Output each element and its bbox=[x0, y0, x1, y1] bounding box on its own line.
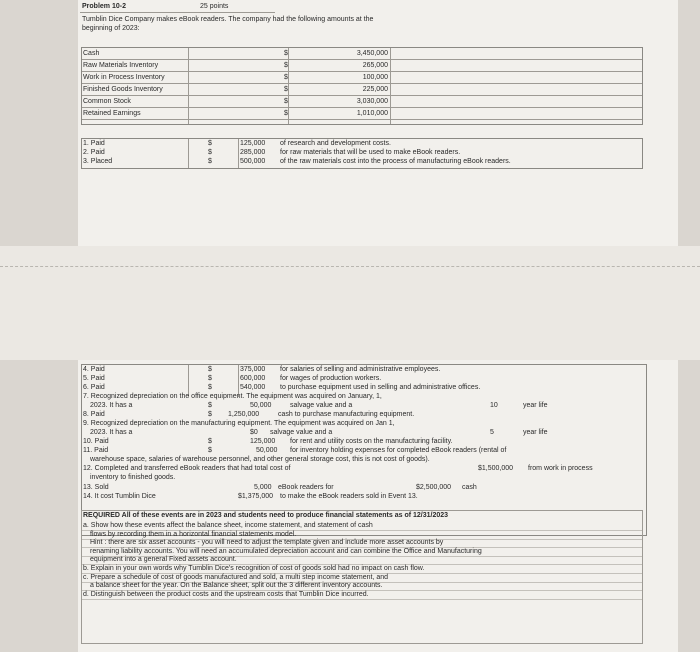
event-10-label: 10. Paid bbox=[83, 438, 109, 445]
event-6-label: 6. Paid bbox=[83, 384, 105, 391]
problem-intro-line1: Tumblin Dice Company makes eBook readers. The company had the following amounts at the bbox=[82, 16, 374, 23]
event-9-salvage: $0 bbox=[250, 429, 258, 436]
event-4-amount: 375,000 bbox=[240, 366, 266, 373]
event-14-amount: $1,375,000 bbox=[238, 493, 274, 500]
required-heading: REQUIRED All of these events are in 2023 and students need to produce financial statements as of 12/31/2023 bbox=[83, 512, 449, 519]
event-13-tail: cash bbox=[462, 484, 477, 491]
event-12-tail: from work in process bbox=[528, 465, 593, 472]
problem-intro-line2: beginning of 2023: bbox=[82, 25, 140, 32]
event-14-label: 14. It cost Tumblin Dice bbox=[83, 493, 156, 500]
balance-row-line bbox=[82, 71, 642, 72]
event-5-label: 5. Paid bbox=[83, 375, 105, 382]
balance-row-line bbox=[82, 95, 642, 96]
balance-row-line bbox=[82, 119, 642, 120]
balance-currency: $ bbox=[284, 98, 288, 105]
balance-label: Work in Process Inventory bbox=[83, 74, 165, 81]
balance-currency: $ bbox=[284, 62, 288, 69]
required-row-line bbox=[82, 599, 642, 600]
event-9-life: 5 bbox=[490, 429, 494, 436]
event-7-currency: $ bbox=[208, 402, 212, 409]
balance-label: Common Stock bbox=[83, 98, 131, 105]
required-line: Hint : there are six asset accounts - you will need to adjust the template given and include more asset accounts by bbox=[90, 539, 444, 547]
balance-currency: $ bbox=[284, 74, 288, 81]
required-line: c. Prepare a schedule of cost of goods manufactured and sold, a multi step income statement, and bbox=[83, 573, 389, 581]
event-9-desc: 9. Recognized depreciation on the manufacturing equipment. The equipment was acquired on Jan 1, bbox=[83, 420, 395, 427]
event-8-amount: 1,250,000 bbox=[228, 411, 260, 418]
balance-amount: 265,000 bbox=[362, 62, 388, 69]
problem-points: 25 points bbox=[200, 3, 229, 10]
event-5-desc: for wages of production workers. bbox=[280, 375, 382, 382]
balance-amount: 3,030,000 bbox=[356, 98, 388, 105]
balance-currency: $ bbox=[284, 50, 288, 57]
required-line: a. Show how these events affect the balance sheet, income statement, and statement of cash bbox=[83, 522, 373, 529]
event-10-desc: for rent and utility costs on the manufacturing facility. bbox=[290, 438, 453, 445]
balance-label: Raw Materials Inventory bbox=[83, 62, 159, 69]
event-4-desc: for salaries of selling and administrative employees. bbox=[280, 366, 441, 373]
event-7-year: 2023. It has a bbox=[90, 402, 133, 409]
event-11-desc: for inventory holding expenses for completed eBook readers (rental of bbox=[290, 447, 507, 454]
event-label: 1. Paid bbox=[83, 140, 105, 147]
balance-row-line bbox=[82, 83, 642, 84]
balance-amount: 100,000 bbox=[362, 74, 388, 81]
required-line: flows by recording them in a horizontal financial statements model. bbox=[90, 530, 297, 538]
balance-amount: 3,450,000 bbox=[356, 50, 388, 57]
event-13-desc: eBook readers for bbox=[278, 484, 334, 491]
balance-label: Retained Earnings bbox=[83, 110, 141, 117]
event-9-salvage-text: salvage value and a bbox=[270, 429, 333, 436]
event-label: 3. Placed bbox=[83, 158, 113, 165]
problem-title: Problem 10-2 bbox=[82, 3, 126, 10]
event-13-label: 13. Sold bbox=[83, 484, 109, 491]
event-desc: of research and development costs. bbox=[280, 140, 391, 147]
event-14-desc: to make the eBook readers sold in Event 13. bbox=[280, 493, 418, 500]
event-5-amount: 600,000 bbox=[240, 375, 266, 382]
event-11-desc-cont: warehouse space, salaries of warehouse personnel, and other general storage cost, this is not cost of goods). bbox=[90, 456, 430, 463]
event-8-label: 8. Paid bbox=[83, 411, 105, 418]
event-6-currency: $ bbox=[208, 384, 212, 391]
balance-row-line bbox=[82, 59, 642, 60]
event-desc: for raw materials that will be used to make eBook readers. bbox=[280, 149, 461, 156]
required-line: renaming liability accounts. You will need an accumulated depreciation account and can combine the Office and Manufacturing bbox=[90, 547, 482, 555]
event-desc: of the raw materials cost into the process of manufacturing eBook readers. bbox=[280, 158, 511, 165]
required-line: d. Distinguish between the product costs and the upstream costs that Tumblin Dice incurred. bbox=[83, 590, 369, 598]
event-8-currency: $ bbox=[208, 411, 212, 418]
event-4-currency: $ bbox=[208, 366, 212, 373]
event-9-life-text: year life bbox=[523, 429, 548, 436]
problem-sheet-top bbox=[78, 0, 678, 246]
problem-sheet-bottom bbox=[78, 360, 678, 652]
event-4-label: 4. Paid bbox=[83, 366, 105, 373]
event-12-desc: 12. Completed and transferred eBook readers that had total cost of bbox=[83, 465, 291, 472]
event-13-amount: $2,500,000 bbox=[416, 484, 452, 491]
event-7-salvage: 50,000 bbox=[250, 402, 272, 409]
event-13-qty: 5,000 bbox=[254, 484, 272, 491]
page-break-divider bbox=[0, 266, 700, 267]
event-7-salvage-text: salvage value and a bbox=[290, 402, 353, 409]
event-amount: 125,000 bbox=[240, 140, 266, 147]
required-line: a balance sheet for the year. On the Balance sheet, split out the 3 different inventory accounts. bbox=[90, 582, 383, 590]
event-12-desc-cont: inventory to finished goods. bbox=[90, 474, 176, 481]
required-line: b. Explain in your own words why Tumblin Dice's recognition of cost of goods sold had no impact on cash flow. bbox=[83, 565, 425, 572]
balance-label: Cash bbox=[83, 50, 100, 57]
balance-currency: $ bbox=[284, 110, 288, 117]
event-6-desc: to purchase equipment used in selling and administrative offices. bbox=[280, 384, 481, 391]
event-7-life: 10 bbox=[490, 402, 498, 409]
event-10-amount: 125,000 bbox=[250, 438, 276, 445]
event-11-currency: $ bbox=[208, 447, 212, 454]
event-currency: $ bbox=[208, 140, 212, 147]
balance-currency: $ bbox=[284, 86, 288, 93]
event-label: 2. Paid bbox=[83, 149, 105, 156]
event-6-amount: 540,000 bbox=[240, 384, 266, 391]
event-12-amount: $1,500,000 bbox=[478, 465, 514, 472]
event-currency: $ bbox=[208, 158, 212, 165]
event-5-currency: $ bbox=[208, 375, 212, 382]
event-9-year: 2023. It has a bbox=[90, 429, 133, 436]
event-8-desc: cash to purchase manufacturing equipment. bbox=[278, 411, 415, 418]
required-line: equipment into a general Fixed assets account. bbox=[90, 556, 237, 564]
event-11-label: 11. Paid bbox=[83, 447, 109, 454]
event-currency: $ bbox=[208, 149, 212, 156]
balance-row-line bbox=[82, 107, 642, 108]
event-amount: 500,000 bbox=[240, 158, 266, 165]
event-11-amount: 50,000 bbox=[256, 447, 278, 454]
page-gap bbox=[0, 246, 700, 360]
event-7-desc: 7. Recognized depreciation on the office equipment. The equipment was acquired on January, 1, bbox=[83, 393, 382, 400]
balance-amount: 1,010,000 bbox=[356, 110, 388, 117]
event-10-currency: $ bbox=[208, 438, 212, 445]
balance-label: Finished Goods Inventory bbox=[83, 86, 163, 93]
event-7-life-text: year life bbox=[523, 402, 548, 409]
balance-amount: 225,000 bbox=[362, 86, 388, 93]
event-amount: 285,000 bbox=[240, 149, 266, 156]
